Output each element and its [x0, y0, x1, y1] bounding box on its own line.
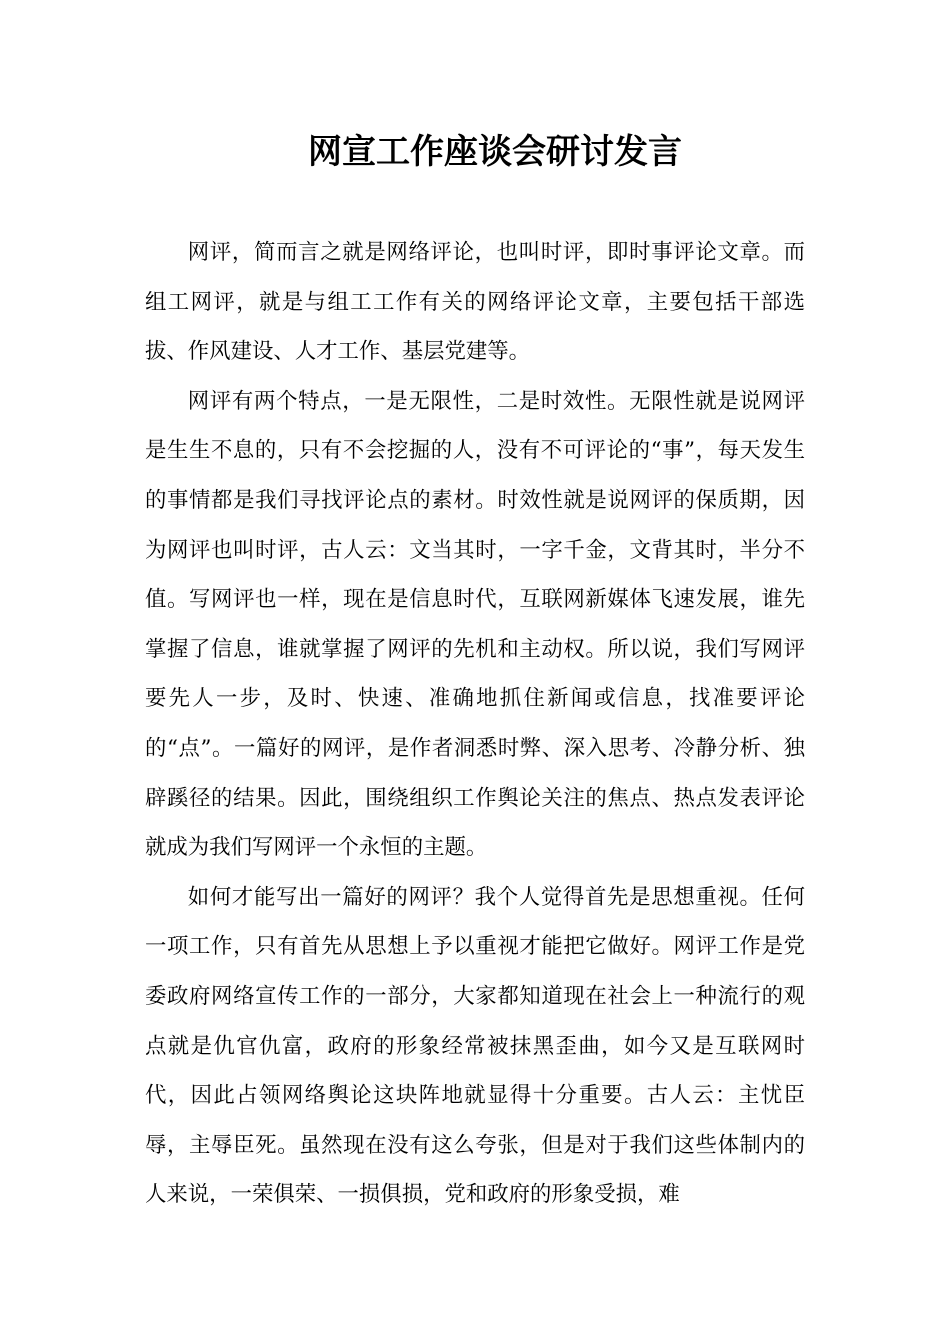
paragraph-2: 网评有两个特点，一是无限性，二是时效性。无限性就是说网评是生生不息的，只有不会挖掘的人，没有不可评论的“事”，每天发生的事情都是我们寻找评论点的素材。时效性就是说网评的保质期，因为网评也叫时评，古人云：文当其时，一字千金，文背其时，半分不值。写网评也一样，现在是信息时代，互联网新媒体飞速发展，谁先掌握了信息，谁就掌握了网评的先机和主动权。所以说，我们写网评要先人一步，及时、快速、准确地抓住新闻或信息，找准要评论的“点”。一篇好的网评，是作者洞悉时弊、深入思考、冷静分析、独辟蹊径的结果。因此，围绕组织工作舆论关注的焦点、热点发表评论就成为我们写网评一个永恒的主题。 — [145, 388, 805, 861]
document-body — [145, 228, 805, 1220]
document-title: 网宣工作座谈会研讨发言 — [308, 132, 682, 172]
paragraph-1: 网评，简而言之就是网络评论，也叫时评，即时事评论文章。而组工网评，就是与组工工作有关的网络评论文章，主要包括干部选拔、作风建设、人才工作、基层党建等。 — [145, 240, 805, 365]
paragraph-3: 如何才能写出一篇好的网评？我个人觉得首先是思想重视。任何一项工作，只有首先从思想上予以重视才能把它做好。网评工作是党委政府网络宣传工作的一部分，大家都知道现在社会上一种流行的观点就是仇官仇富，政府的形象经常被抹黑歪曲，如今又是互联网时代，因此占领网络舆论这块阵地就显得十分重要。古人云：主忧臣辱，主辱臣死。虽然现在没有这么夸张，但是对于我们这些体制内的人来说，一荣俱荣、一损俱损，党和政府的形象受损，难 — [145, 884, 805, 1208]
